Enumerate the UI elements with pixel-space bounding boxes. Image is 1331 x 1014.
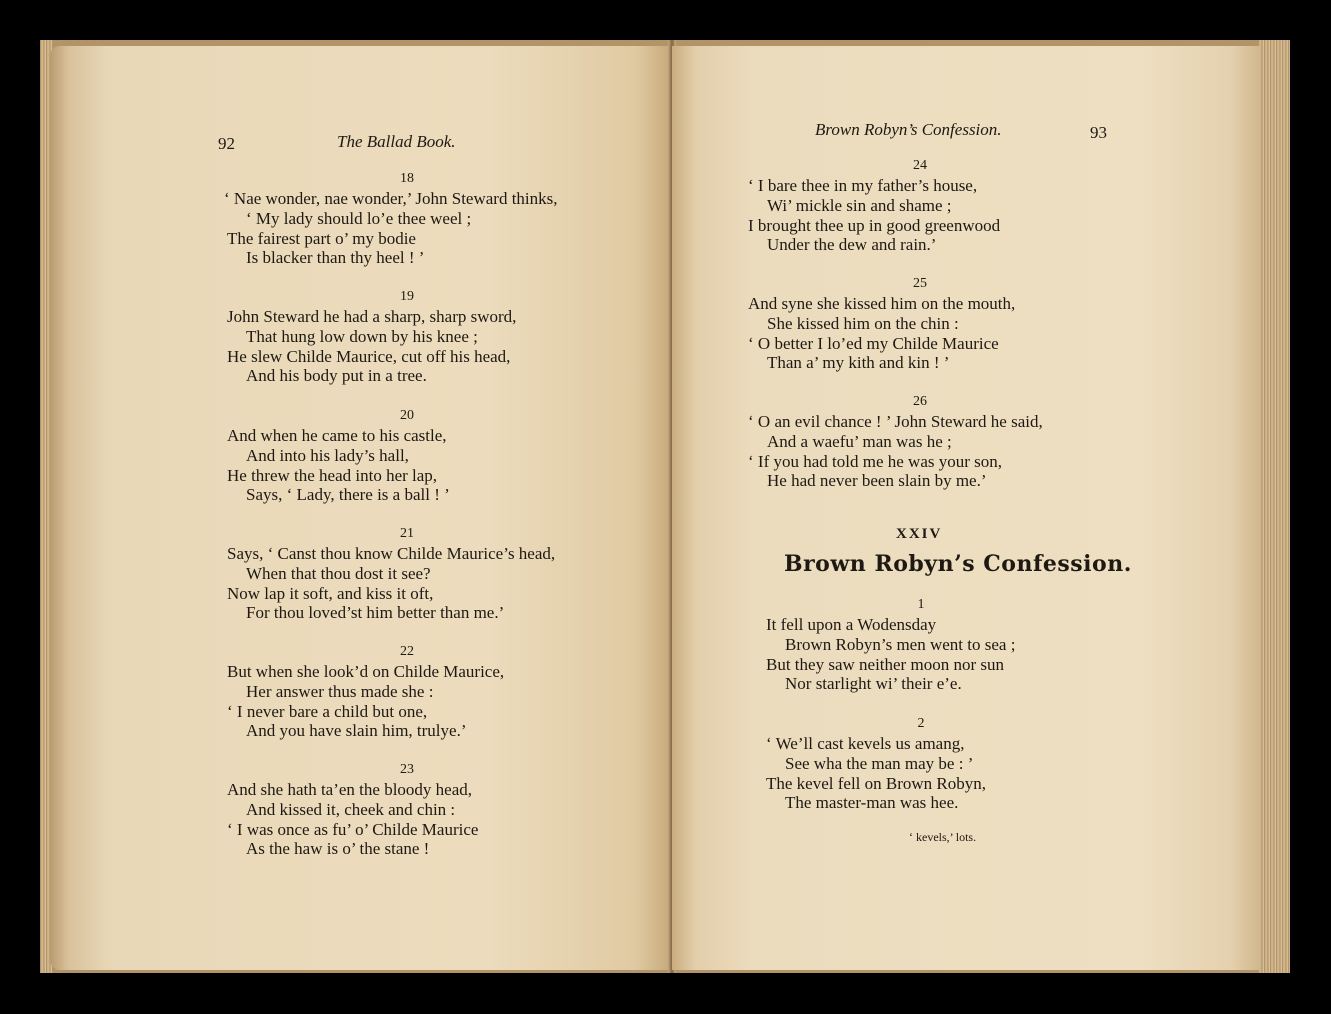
chapter-numeral: XXIV (896, 526, 943, 542)
stanza-18 (224, 171, 647, 268)
stanza-23 (227, 762, 647, 859)
stanza-line: Says, ‘ Canst thou know Childe Maurice’s head, (227, 544, 556, 563)
stanza-number: 18 (400, 171, 414, 186)
stanza-line: He had never been slain by me.’ (767, 471, 987, 491)
stanza-line: When that thou dost it see? (246, 563, 431, 583)
stanza-line: He slew Childe Maurice, cut off his head, (227, 346, 511, 366)
chapter-stanza-2 (766, 716, 1146, 813)
stanza-line: Brown Robyn’s men went to sea ; (785, 634, 1016, 654)
stanza-21 (227, 526, 647, 623)
stanza-line: The kevel fell on Brown Robyn, (766, 773, 987, 793)
stanza-25 (748, 276, 1148, 373)
stanza-number: 25 (913, 276, 927, 291)
stanza-number: 22 (400, 644, 414, 659)
stanza-line: ‘ I bare thee in my father’s house, (748, 176, 978, 195)
stanza-number: 21 (400, 526, 414, 541)
stanza-line: As the haw is o’ the stane ! (246, 839, 430, 859)
stanza-line: Wi’ mickle sin and shame ; (767, 195, 952, 215)
stanza-line: ‘ I never bare a child but one, (227, 701, 428, 721)
stanza-line: The fairest part o’ my bodie (227, 228, 416, 248)
footnote: ‘ kevels,’ lots. (909, 830, 977, 844)
stanza-24 (748, 158, 1148, 255)
stanza-line: She kissed him on the chin : (767, 313, 959, 333)
stanza-line: I brought thee up in good greenwood (748, 215, 1001, 235)
right-page-edges (1258, 40, 1290, 973)
right-running-head: Brown Robyn’s Confession. (815, 120, 1002, 139)
stanza-number: 19 (400, 289, 414, 304)
stanza-line: And when he came to his castle, (227, 426, 447, 445)
stanza-19 (227, 289, 647, 386)
stanza-number: 2 (917, 716, 925, 731)
stanza-line: ‘ I was once as fu’ o’ Childe Maurice (227, 819, 479, 839)
chapter-title: Brown Robyn’s Confession. (784, 551, 1132, 577)
stanza-number: 1 (917, 597, 925, 612)
stanza-line: ‘ My lady should lo’e thee weel ; (246, 208, 472, 228)
stanza-line: ‘ We’ll cast kevels us amang, (766, 734, 965, 753)
stanza-line: That hung low down by his knee ; (246, 326, 478, 346)
stanza-line: And you have slain him, trulye.’ (246, 721, 467, 741)
stanza-22 (227, 644, 647, 741)
stanza-line: John Steward he had a sharp, sharp sword, (227, 307, 517, 326)
stanza-20 (227, 408, 647, 505)
stanza-line: And a waefu’ man was he ; (767, 431, 952, 451)
left-page-number: 92 (218, 134, 235, 153)
stanza-line: He threw the head into her lap, (227, 465, 438, 485)
stanza-line: It fell upon a Wodensday (766, 615, 937, 634)
stanza-line: The master-man was hee. (785, 793, 959, 813)
stanza-line: And his body put in a tree. (246, 366, 427, 386)
stanza-line: But they saw neither moon nor sun (766, 654, 1004, 674)
stanza-line: But when she look’d on Childe Maurice, (227, 662, 505, 681)
stanza-number: 23 (400, 762, 414, 777)
left-running-head: The Ballad Book. (337, 132, 456, 151)
stanza-number: 20 (400, 408, 414, 423)
stanza-line: Under the dew and rain.’ (767, 235, 937, 255)
stanza-line: And syne she kissed him on the mouth, (748, 294, 1016, 313)
chapter-stanza-1 (766, 597, 1146, 694)
stanza-line: And into his lady’s hall, (246, 445, 409, 465)
right-page-number: 93 (1090, 123, 1107, 142)
stanza-line: ‘ O better I lo’ed my Childe Maurice (748, 333, 999, 353)
stanza-line: ‘ Nae wonder, nae wonder,’ John Steward thinks, (224, 189, 558, 208)
stanza-number: 26 (913, 394, 927, 409)
stanza-line: Her answer thus made she : (246, 681, 434, 701)
stanza-line: And kissed it, cheek and chin : (246, 799, 456, 819)
stanza-line: For thou loved’st him better than me.’ (246, 603, 505, 623)
left-page (50, 46, 672, 970)
stanza-line: And she hath ta’en the bloody head, (227, 780, 473, 799)
open-book (40, 40, 1290, 973)
stanza-line: ‘ If you had told me he was your son, (748, 451, 1003, 471)
stanza-line: Than a’ my kith and kin ! ’ (767, 353, 950, 373)
stanza-line: See wha the man may be : ’ (785, 753, 974, 773)
stanza-line: Now lap it soft, and kiss it oft, (227, 583, 434, 603)
stanza-line: Is blacker than thy heel ! ’ (246, 248, 425, 268)
stanza-26 (748, 394, 1148, 491)
stanza-number: 24 (913, 158, 927, 173)
stanza-line: Says, ‘ Lady, there is a ball ! ’ (246, 485, 450, 505)
right-page (672, 46, 1260, 970)
stanza-line: ‘ O an evil chance ! ’ John Steward he said, (748, 412, 1043, 431)
stanza-line: Nor starlight wi’ their e’e. (785, 674, 962, 694)
